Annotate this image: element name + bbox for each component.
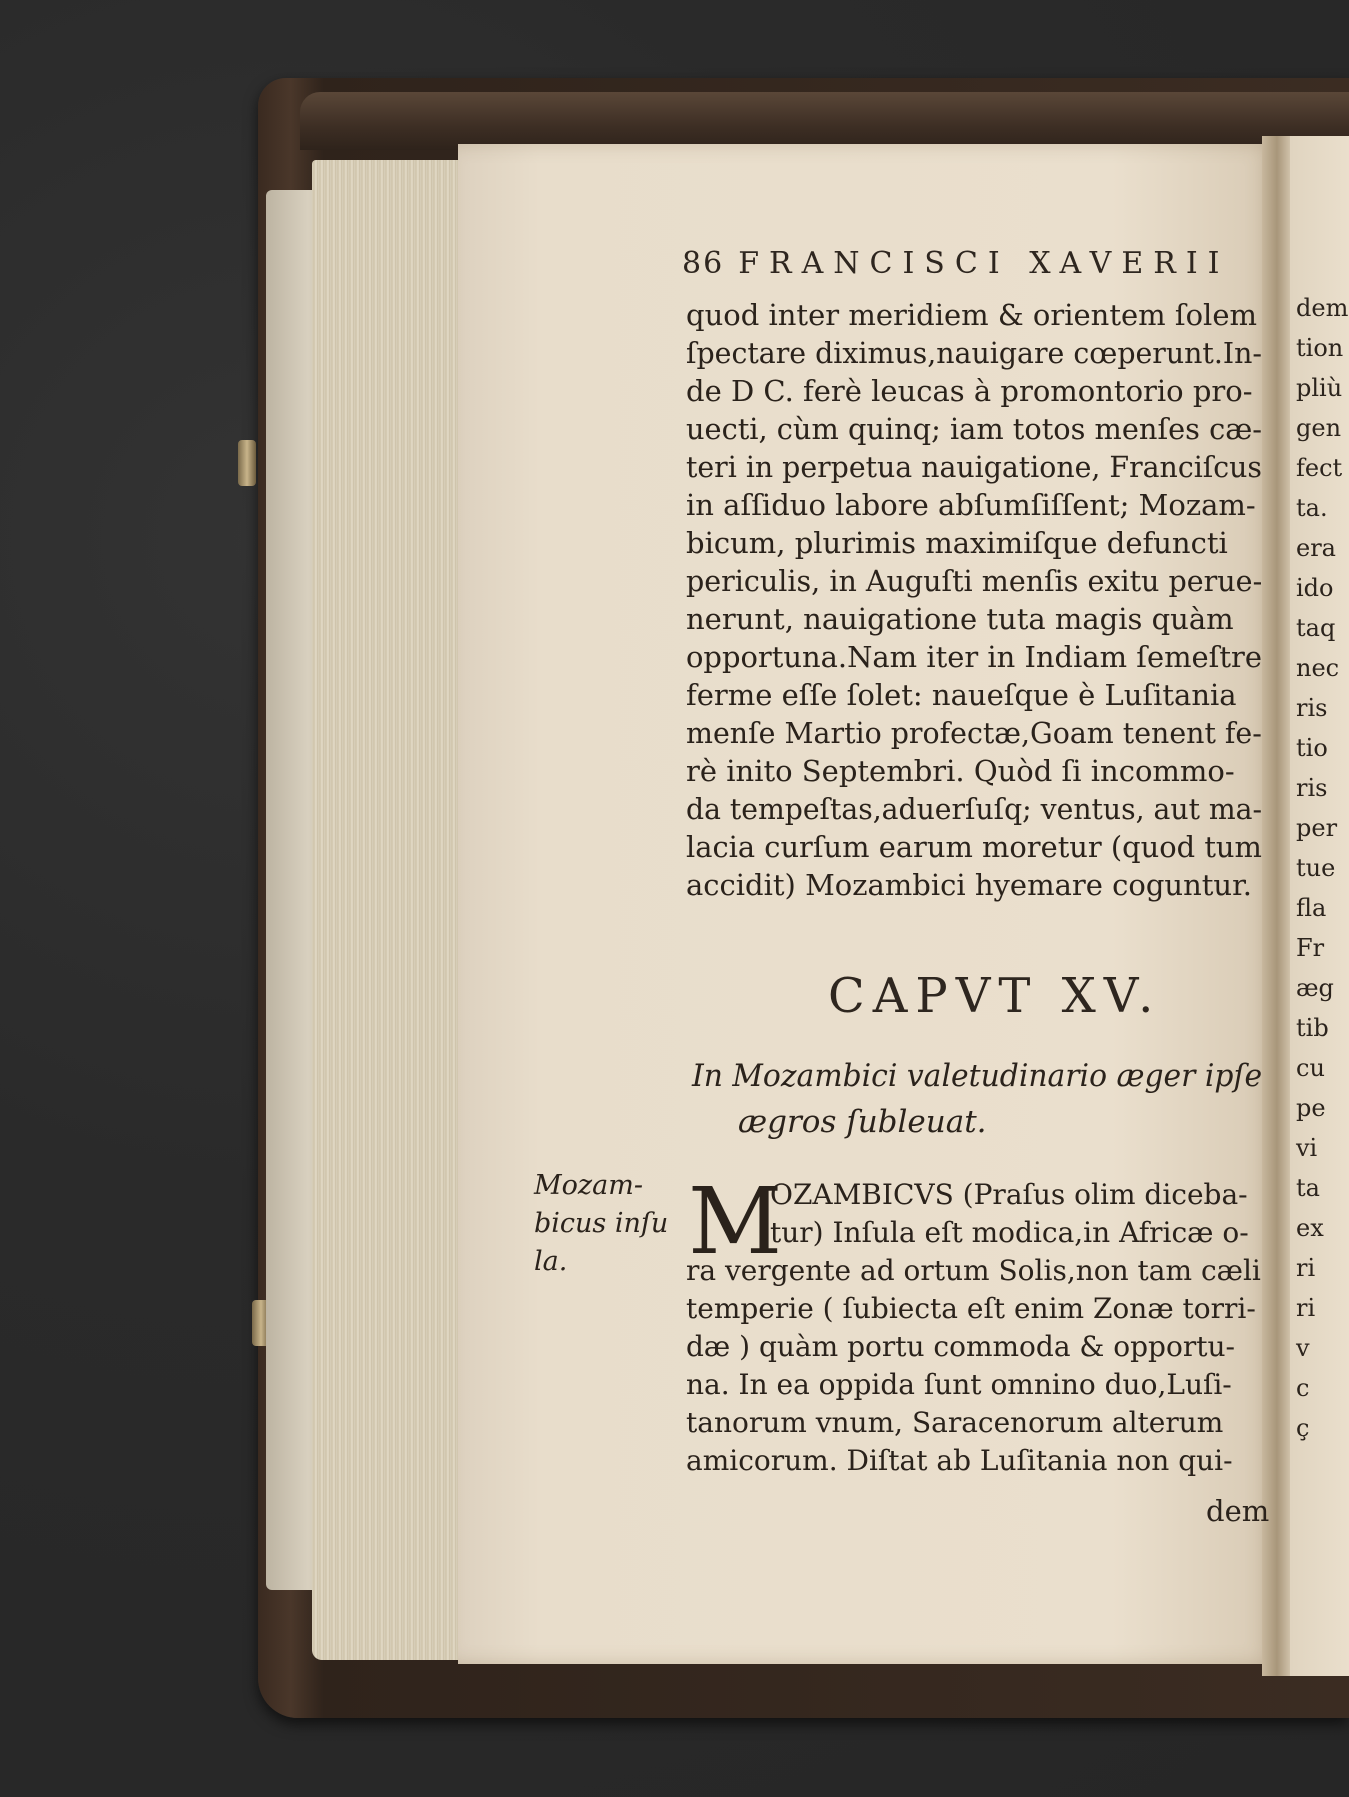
text-line: bicum, plurimis maximiſque defuncti (686, 526, 1228, 560)
text-line: menſe Martio profectæ,Goam tenent fe- (686, 716, 1262, 750)
facing-page-fragment: cu (1296, 1054, 1325, 1082)
marginal-note-line: la. (534, 1246, 568, 1277)
text-line: dæ ) quàm portu commoda & opportu- (686, 1330, 1235, 1363)
facing-page-fragment: tio (1296, 734, 1328, 762)
facing-page-fragment: nec (1296, 654, 1340, 682)
facing-page-fragment: ex (1296, 1214, 1324, 1242)
text-line: periculis, in Auguſti menſis exitu perue- (686, 564, 1263, 598)
chapter-heading: CAPVT XV. (828, 968, 1162, 1024)
marginal-note-line: bicus inſu (534, 1208, 669, 1239)
book-gutter (1262, 136, 1292, 1676)
text-line: tur) Inſula eſt modica,in Africæ o- (770, 1216, 1249, 1249)
facing-page-fragment: ta (1296, 1174, 1320, 1202)
drop-cap: M (688, 1168, 783, 1275)
facing-page-fragment: taq (1296, 614, 1336, 642)
facing-page-fragment: ta. (1296, 494, 1328, 522)
facing-page (1290, 136, 1349, 1676)
facing-page-fragment: ido (1296, 574, 1334, 602)
text-line: nerunt, nauigatione tuta magis quàm (686, 602, 1234, 636)
facing-page-fragment: ç (1296, 1414, 1310, 1442)
chapter-subtitle-line: ægros ſubleuat. (738, 1104, 987, 1140)
text-line: da tempeſtas,aduerſuſq; ventus, aut ma- (686, 792, 1263, 826)
text-line: rè inito Septembri. Quòd ſi incommo- (686, 754, 1235, 788)
facing-page-fragment: era (1296, 534, 1336, 562)
facing-page-fragment: v (1296, 1334, 1310, 1362)
facing-page-fragment: fla (1296, 894, 1327, 922)
text-line: ra vergente ad ortum Solis,non tam cæli (686, 1254, 1261, 1287)
text-line: opportuna.Nam iter in Indiam ſemeſtre (686, 640, 1262, 674)
book-spine-top (300, 92, 1349, 150)
facing-page-fragment: ri (1296, 1294, 1316, 1322)
text-line: ſpectare diximus,nauigare cœperunt.In- (686, 336, 1262, 370)
text-line: teri in perpetua nauigatione, Franciſcus (686, 450, 1262, 484)
facing-page-fragment: dem (1296, 294, 1349, 322)
text-line: OZAMBICVS (Praſus olim diceba- (770, 1178, 1248, 1211)
facing-page-fragment: æg (1296, 974, 1334, 1002)
text-line: in aſſiduo labore abſumſiſſent; Mozam- (686, 488, 1256, 522)
facing-page-fragment: ris (1296, 694, 1328, 722)
text-line: temperie ( ſubiecta eſt enim Zonæ torri- (686, 1292, 1256, 1325)
facing-page-fragment: tue (1296, 854, 1336, 882)
facing-page-fragment: gen (1296, 414, 1342, 442)
running-header (682, 246, 1230, 281)
text-line: accidit) Mozambici hyemare coguntur. (686, 868, 1252, 902)
chapter-subtitle-line: In Mozambici valetudinario æger ipſe (692, 1058, 1263, 1094)
text-line: quod inter meridiem & orientem ſolem (686, 298, 1257, 332)
facing-page-fragment: pe (1296, 1094, 1326, 1122)
marginal-note-line: Mozam- (534, 1170, 643, 1201)
facing-page-fragment: fect (1296, 454, 1343, 482)
text-line: lacia curſum earum moretur (quod tum (686, 830, 1262, 864)
text-line: amicorum. Diſtat ab Luſitania non qui- (686, 1444, 1233, 1477)
text-line: de D C. ferè leucas à promontorio pro- (686, 374, 1253, 408)
text-line: na. In ea oppida ſunt omnino duo,Luſi- (686, 1368, 1232, 1401)
text-line: tanorum vnum, Saracenorum alterum (686, 1406, 1224, 1439)
running-title: FRANCISCI XAVERII (738, 246, 1230, 281)
facing-page-fragment: Fr (1296, 934, 1325, 962)
facing-page-fragment: tion (1296, 334, 1344, 362)
facing-page-fragment: pliù (1296, 374, 1343, 402)
facing-page-fragment: ris (1296, 774, 1328, 802)
page-number: 86 (682, 246, 725, 281)
facing-page-fragment: ri (1296, 1254, 1316, 1282)
clasp-icon (238, 440, 256, 486)
page-edges (312, 160, 472, 1660)
catchword: dem (1206, 1494, 1270, 1528)
text-line: uecti, cùm quinq; iam totos menſes cæ- (686, 412, 1263, 446)
facing-page-fragment: c (1296, 1374, 1310, 1402)
text-line: ferme eſſe ſolet: naueſque è Luſitania (686, 678, 1237, 712)
facing-page-fragment: tib (1296, 1014, 1329, 1042)
facing-page-fragment: per (1296, 814, 1338, 842)
facing-page-fragment: vi (1296, 1134, 1318, 1162)
